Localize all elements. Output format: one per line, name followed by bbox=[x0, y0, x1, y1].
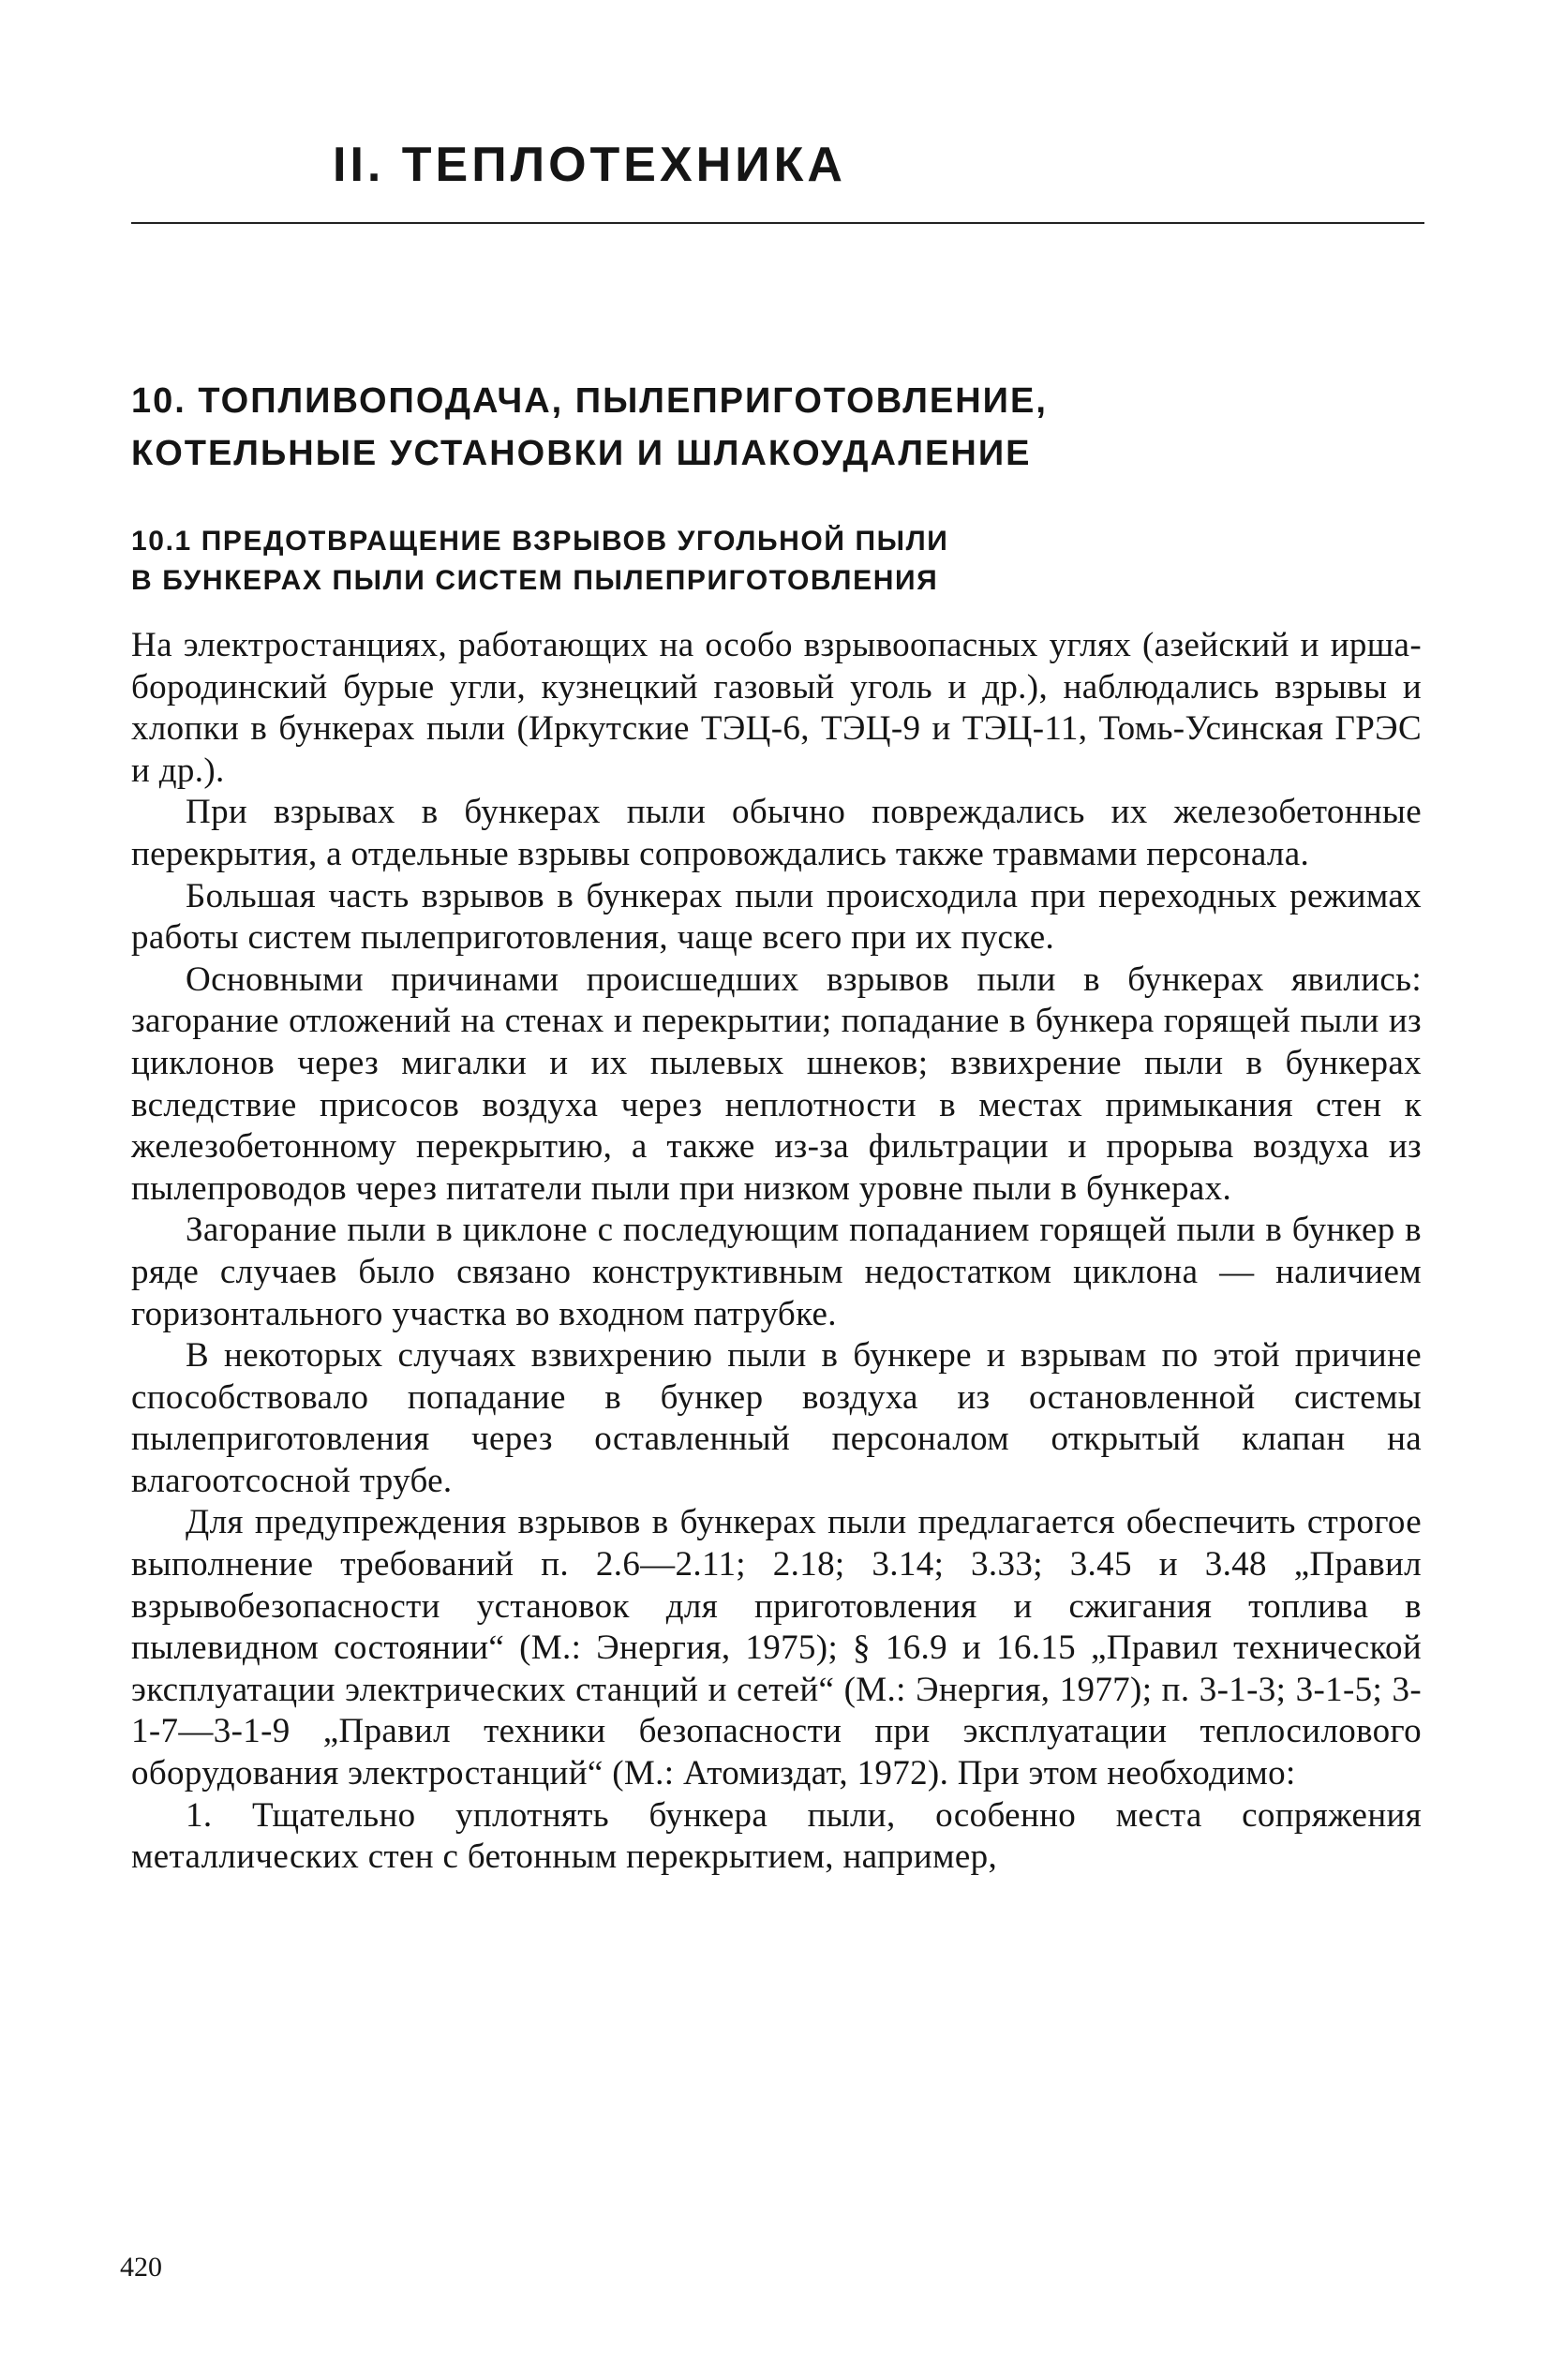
section-title bbox=[131, 522, 948, 601]
list-item: 1. Тщательно уплотнять бункера пыли, особенно места сопряжения металлических стен с бетонным перекрытием, например, bbox=[131, 1795, 1422, 1877]
paragraph: На электростанциях, работающих на особо взрывоопасных углях (азейский и ирша-бородинский бурые угли, кузнецкий газовый уголь и др.), наблюдались взрывы и хлопки в бункерах пыли (Иркутские ТЭЦ-6, ТЭЦ-9 и ТЭЦ-11, Томь-Усинская ГРЭС и др.). bbox=[131, 626, 1422, 790]
part-title: II. ТЕПЛОТЕХНИКА bbox=[333, 138, 846, 192]
chapter-title bbox=[131, 375, 1048, 480]
paragraph: Большая часть взрывов в бункерах пыли происходила при переходных режимах работы систем пылеприготовления, чаще всего при их пуске. bbox=[131, 876, 1422, 958]
paragraph: Загорание пыли в циклоне с последующим попаданием горящей пыли в бункер в ряде случаев было связано конструктивным недостатком циклона — наличием горизонтального участка во входном патрубке. bbox=[131, 1211, 1422, 1333]
chapter-title-line-2: КОТЕЛЬНЫЕ УСТАНОВКИ И ШЛАКОУДАЛЕНИЕ bbox=[131, 434, 1032, 473]
paragraph: При взрывах в бункерах пыли обычно повреждались их железобетонные перекрытия, а отдельные взрывы сопровождались также травмами персонала. bbox=[131, 793, 1422, 873]
paragraph: Основными причинами происшедших взрывов пыли в бункерах явились: загорание отложений на стенах и перекрытии; попадание в бункера горящей пыли из циклонов через мигалки и их пылевых шнеков; взвихрение пыли в бункерах вследствие присосов воздуха через неплотности в местах примыкания стен к железобетонному перекрытию, а также из-за фильтрации и прорыва воздуха из пылепроводов через питатели пыли при низком уровне пыли в бункерах. bbox=[131, 959, 1422, 1208]
page-number: 420 bbox=[120, 2252, 162, 2283]
title-rule bbox=[131, 222, 1424, 224]
section-title-line-2: В БУНКЕРАХ ПЫЛИ СИСТЕМ ПЫЛЕПРИГОТОВЛЕНИЯ bbox=[131, 565, 939, 596]
section-title-line-1: 10.1 ПРЕДОТВРАЩЕНИЕ ВЗРЫВОВ УГОЛЬНОЙ ПЫЛИ bbox=[131, 526, 949, 557]
paragraph: Для предупреждения взрывов в бункерах пыли предлагается обеспечить строгое выполнение требований п. 2.6—2.11; 2.18; 3.14; 3.33; 3.45 и 3.48 „Правил взрывобезопасности установок для приготовления и сжигания топлива в пылевидном состоянии“ (М.: Энергия, 1975); § 16.9 и 16.15 „Правил технической эксплуатации электрических станций и сетей“ (М.: Энергия, 1977); п. 3-1-3; 3-1-5; 3-1-7—3-1-9 „Правил техники безопасности при эксплуатации теплосилового оборудования электростанций“ (М.: Атомиздат, 1972). При этом необходимо: bbox=[131, 1503, 1422, 1793]
paragraph: В некоторых случаях взвихрению пыли в бункере и взрывам по этой причине способствовало попадание в бункер воздуха из остановленной системы пылеприготовления через оставленный персоналом открытый клапан на влагоотсосной трубе. bbox=[131, 1336, 1422, 1500]
body-text bbox=[131, 625, 1422, 1879]
chapter-title-line-1: 10. ТОПЛИВОПОДАЧА, ПЫЛЕПРИГОТОВЛЕНИЕ, bbox=[131, 381, 1048, 421]
